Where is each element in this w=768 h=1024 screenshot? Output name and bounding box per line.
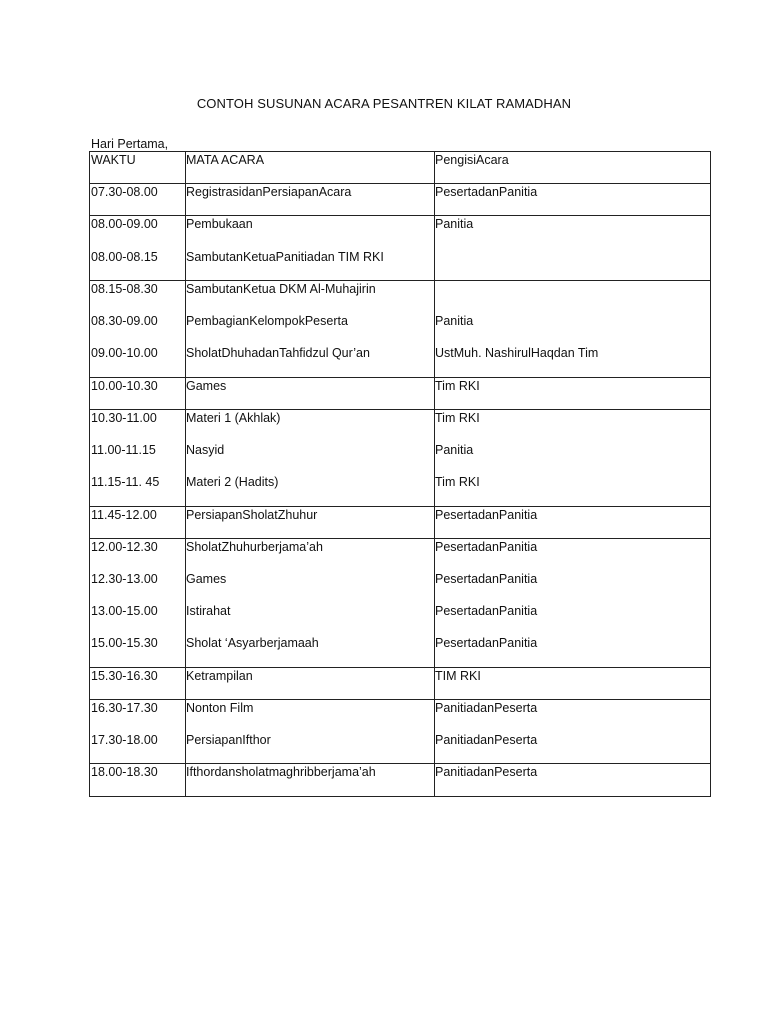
header-mata-acara: MATA ACARA [186, 153, 265, 167]
cell-pengisi-acara: PesertadanPanitia [435, 185, 538, 199]
cell-pengisi-acara: PanitiadanPeserta [435, 765, 538, 779]
cell-waktu: 08.00-08.15 [91, 250, 158, 264]
cell-waktu: 08.00-09.00 [91, 217, 158, 231]
header-pengisi-acara: PengisiAcara [435, 153, 509, 167]
cell-pengisi-acara: Tim RKI [435, 379, 480, 393]
cell-pengisi-acara: TIM RKI [435, 669, 481, 683]
page-title: CONTOH SUSUNAN ACARA PESANTREN KILAT RAMADHAN [196, 96, 572, 111]
table-row [90, 249, 710, 281]
cell-waktu: 11.15-11. 45 [91, 475, 160, 489]
cell-mata-acara: Materi 1 (Akhlak) [186, 411, 281, 425]
cell-pengisi-acara: PanitiadanPeserta [435, 701, 538, 715]
cell-pengisi-acara: PesertadanPanitia [435, 636, 538, 650]
table-row [90, 313, 710, 345]
cell-waktu: 12.30-13.00 [91, 572, 158, 586]
cell-mata-acara: Games [186, 379, 227, 393]
cell-mata-acara: Nasyid [186, 443, 225, 457]
table-row [90, 216, 710, 249]
table-row [90, 281, 710, 313]
cell-waktu: 17.30-18.00 [91, 733, 158, 747]
cell-waktu: 10.00-10.30 [91, 379, 158, 393]
cell-mata-acara: Sholat ‘Asyarberjamaah [186, 636, 319, 650]
cell-pengisi-acara: Tim RKI [435, 475, 480, 489]
cell-waktu: 11.45-12.00 [91, 508, 157, 522]
cell-waktu: 13.00-15.00 [91, 604, 158, 618]
cell-pengisi-acara: PesertadanPanitia [435, 572, 538, 586]
cell-waktu: 16.30-17.30 [91, 701, 158, 715]
table-row [90, 474, 710, 507]
table-row [90, 539, 710, 571]
cell-pengisi-acara: UstMuh. NashirulHaqdan Tim [435, 346, 599, 360]
header-waktu: WAKTU [91, 153, 136, 167]
cell-mata-acara: SholatZhuhurberjama’ah [186, 540, 323, 554]
cell-mata-acara: PersiapanSholatZhuhur [186, 508, 318, 522]
cell-waktu: 08.30-09.00 [91, 314, 158, 328]
table-row [90, 184, 710, 216]
cell-mata-acara: SambutanKetuaPanitiadan TIM RKI [186, 250, 384, 264]
cell-mata-acara: PersiapanIfthor [186, 733, 271, 747]
cell-waktu: 12.00-12.30 [91, 540, 158, 554]
cell-pengisi-acara: Tim RKI [435, 411, 480, 425]
cell-mata-acara: SholatDhuhadanTahfidzul Qur’an [186, 346, 370, 360]
cell-waktu: 09.00-10.00 [91, 346, 158, 360]
table-row [90, 732, 710, 764]
cell-pengisi-acara: PanitiadanPeserta [435, 733, 538, 747]
cell-waktu: 11.00-11.15 [91, 443, 156, 457]
cell-mata-acara: Istirahat [186, 604, 231, 618]
cell-mata-acara: Nonton Film [186, 701, 254, 715]
cell-mata-acara: Materi 2 (Hadits) [186, 475, 279, 489]
table-row [90, 603, 710, 635]
cell-pengisi-acara: PesertadanPanitia [435, 508, 538, 522]
cell-mata-acara: Ifthordansholatmaghribberjama’ah [186, 765, 376, 779]
table-row [90, 571, 710, 603]
table-row [90, 668, 710, 700]
cell-pengisi-acara: PesertadanPanitia [435, 604, 538, 618]
cell-pengisi-acara: Panitia [435, 217, 474, 231]
cell-waktu: 15.00-15.30 [91, 636, 158, 650]
cell-waktu: 10.30-11.00 [91, 411, 157, 425]
table-row [90, 700, 710, 732]
schedule-table [89, 151, 711, 797]
cell-mata-acara: Games [186, 572, 227, 586]
day-label: Hari Pertama, [91, 137, 169, 151]
table-row [90, 635, 710, 668]
cell-mata-acara: PembagianKelompokPeserta [186, 314, 348, 328]
table-row [90, 442, 710, 474]
table-row [90, 345, 710, 378]
table-row [90, 507, 710, 539]
cell-waktu: 18.00-18.30 [91, 765, 158, 779]
cell-pengisi-acara: Panitia [435, 443, 474, 457]
cell-waktu: 15.30-16.30 [91, 669, 158, 683]
cell-mata-acara: Ketrampilan [186, 669, 253, 683]
cell-pengisi-acara: Panitia [435, 314, 474, 328]
table-row [90, 764, 710, 796]
table-row [90, 410, 710, 442]
cell-mata-acara: Pembukaan [186, 217, 253, 231]
cell-pengisi-acara: PesertadanPanitia [435, 540, 538, 554]
cell-waktu: 07.30-08.00 [91, 185, 158, 199]
table-row [90, 378, 710, 410]
table-header-row [90, 152, 710, 184]
cell-mata-acara: RegistrasidanPersiapanAcara [186, 185, 352, 199]
cell-waktu: 08.15-08.30 [91, 282, 158, 296]
cell-mata-acara: SambutanKetua DKM Al-Muhajirin [186, 282, 376, 296]
